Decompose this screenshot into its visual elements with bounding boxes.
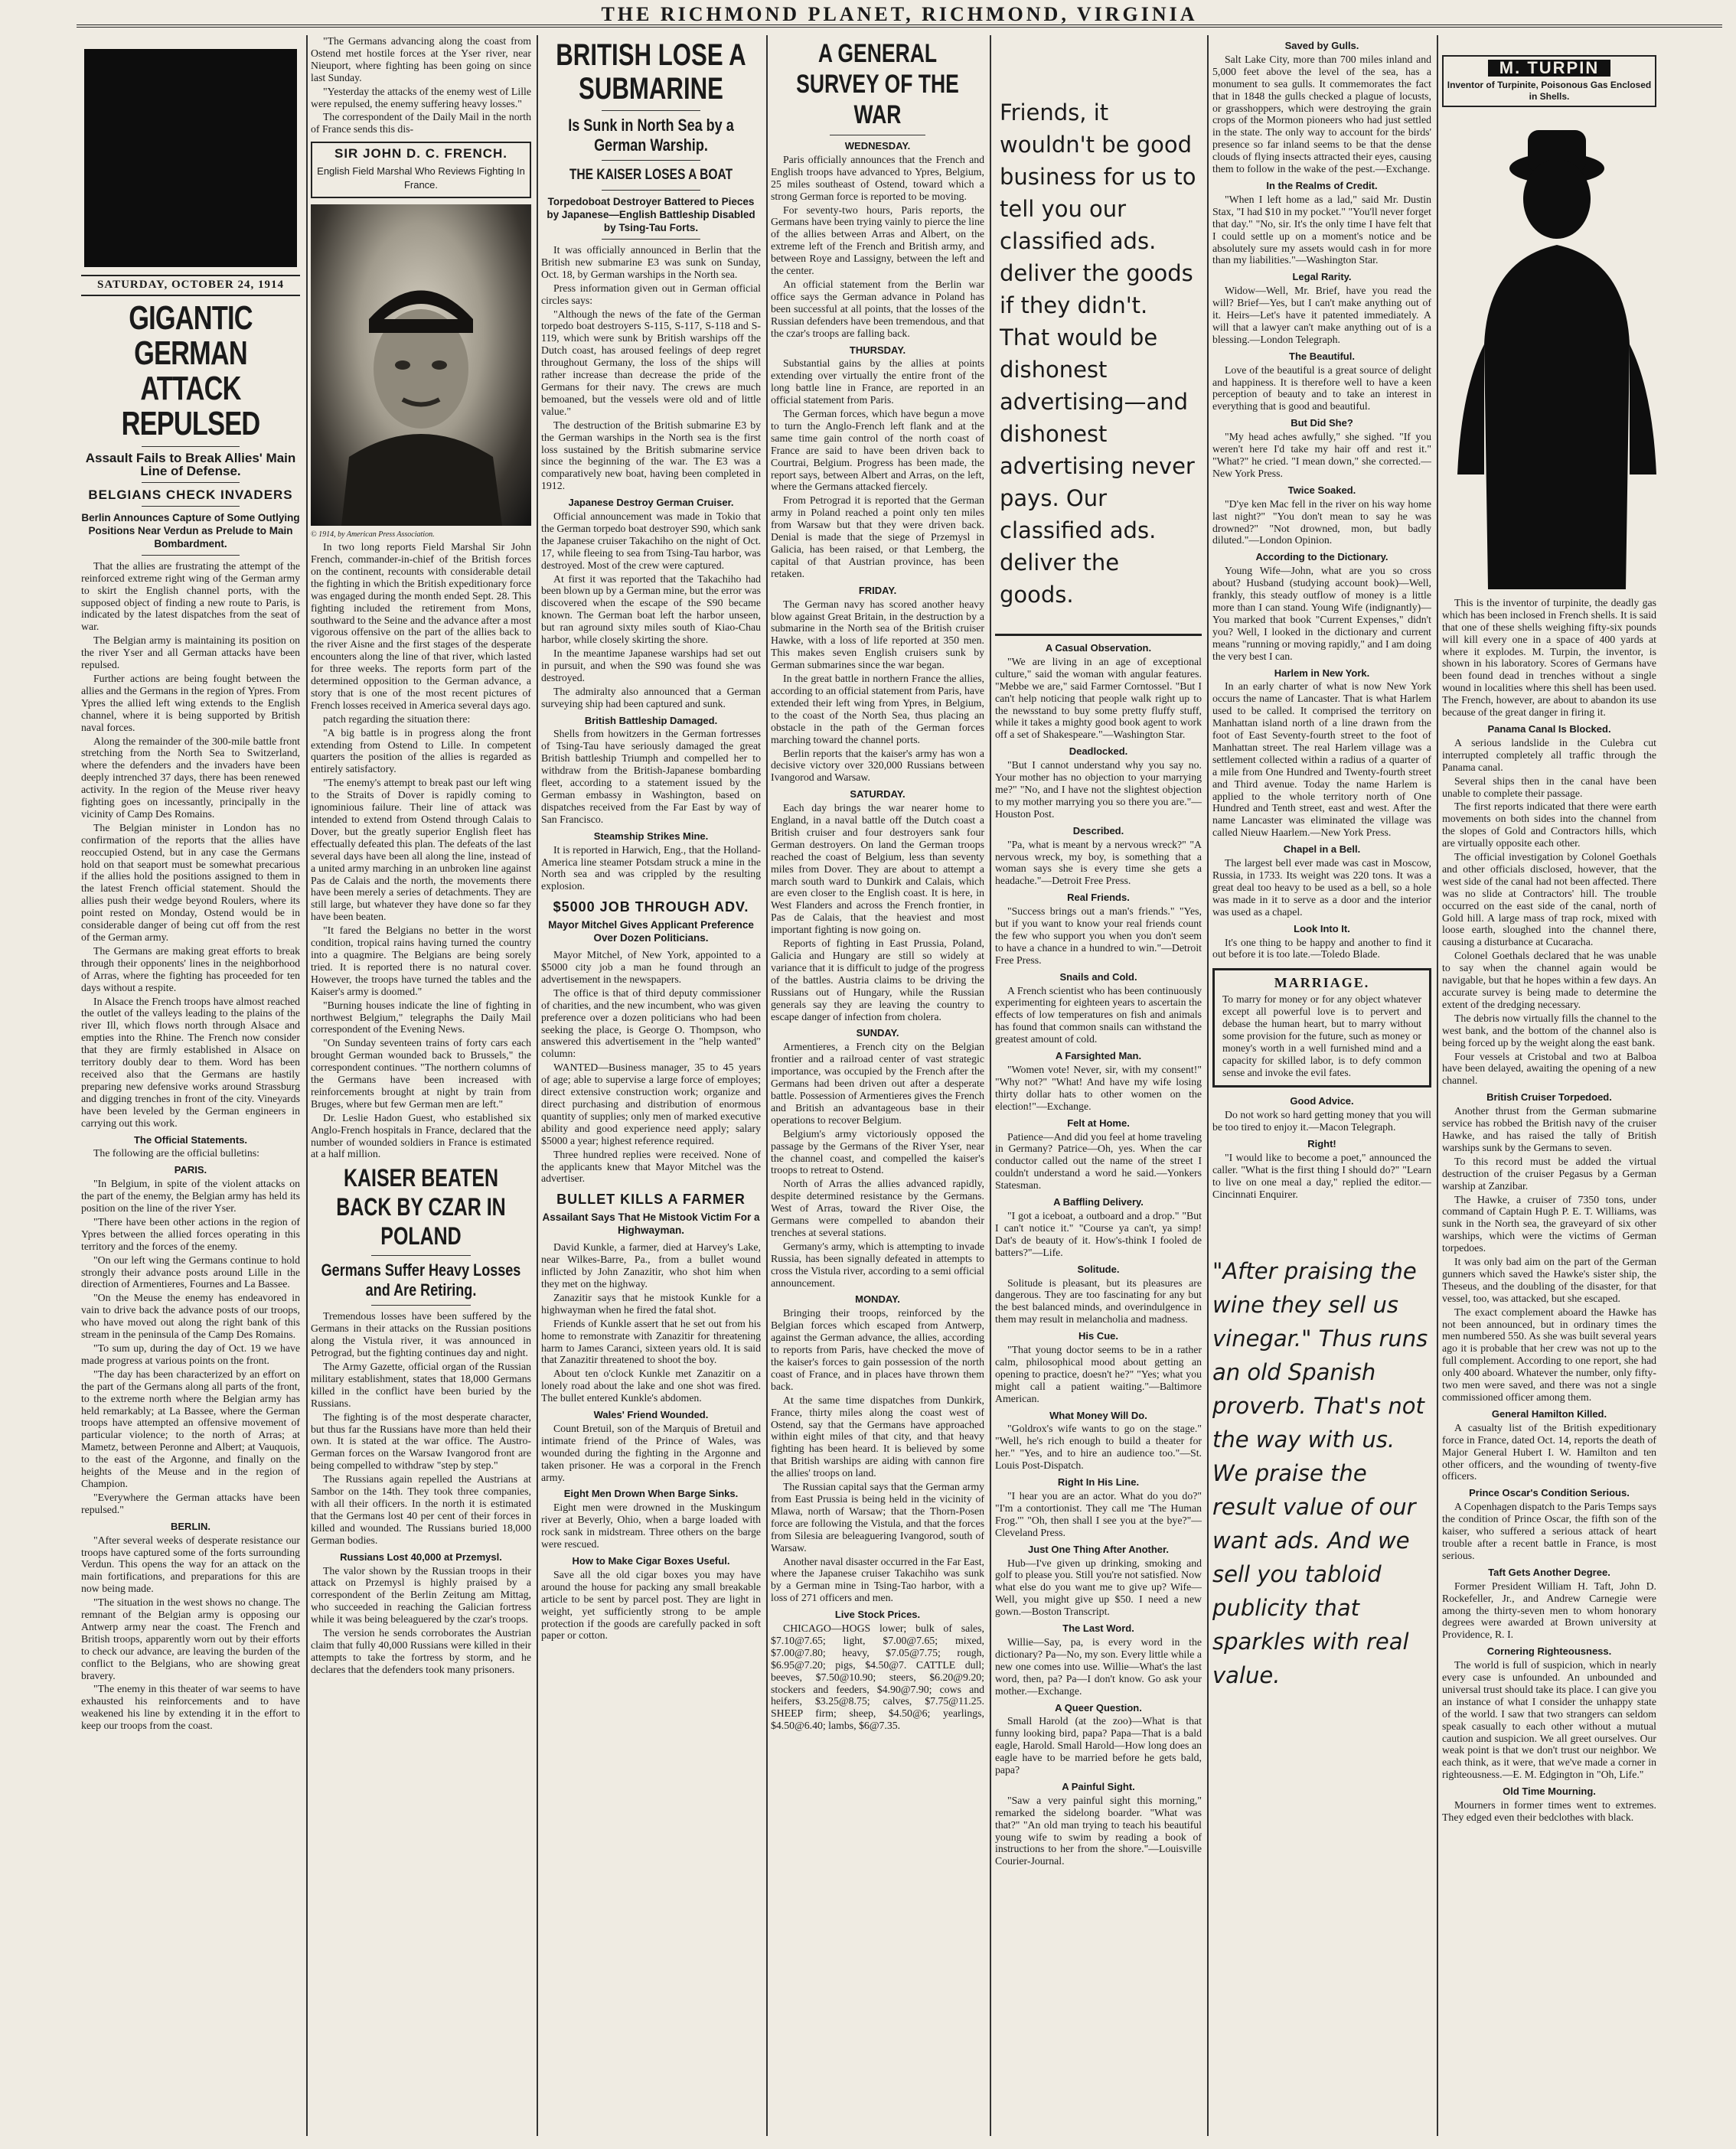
- joke-head: In the Realms of Credit.: [1266, 179, 1378, 191]
- joke-head: Harlem in New York.: [1274, 667, 1370, 679]
- article-body: [541, 844, 761, 893]
- paragraph: From Petrograd it is reported that the German army in Poland reached a point only ten miles from Warsaw but that they were driven back. Denial is made that the siege of Przemysl in Galicia, has been raised, or that Lemberg, the capital of that Austrian province, has been retaken.: [771, 494, 984, 579]
- paragraph: Substantial gains by the allies at points extending over virtually the entire front of the long battle line in France, are reported in an official statement from Paris.: [771, 357, 984, 406]
- section-head: General Hamilton Killed.: [1491, 1407, 1607, 1420]
- subheadline: Is Sunk in North Sea by a German Warship.: [568, 116, 734, 155]
- masthead: THE RICHMOND PLANET, RICHMOND, VIRGINIA: [77, 5, 1722, 28]
- joke-text: Young Wife—John, what are you so cross about? Husband (studying account book)—Well, frankly, this steady outflow of money is a little more than I can stand. Young Wife (indignantly)—You marked that book "Current Expenses," didn't you? Well, I looked in the dictionary and current means "running or moving rapidly," and I am doing the very best I can.: [1212, 565, 1431, 662]
- paragraph: The Germans are making great efforts to break through their opponents' lines in the neighborhood of Arras, where the fighting has proceeded for ten days without a respite.: [81, 944, 300, 993]
- paragraph: "Everywhere the German attacks have been repulsed.": [81, 1491, 300, 1515]
- article-body: [81, 560, 300, 1130]
- paragraph: "The enemy's attempt to break past our left wing to the Straits of Dover is rapidly coming to ignominious failure. Their line of attack was intended to extend from Ostend through Calais to Dover, but the greatly superior English fleet has effectually defeated this plan. The defeats of the last several days have been all along the line, instead of a united army marching in an unbroken line against Pas de Calais and the north, the movements there have been merely a series of detachments. They are still large, but whatever they have done so far they have been beaten.: [311, 777, 531, 923]
- joke-head: Solitude.: [1077, 1263, 1120, 1275]
- section-head: Right!: [1307, 1138, 1336, 1150]
- section-head: WEDNESDAY.: [844, 140, 911, 152]
- article-body: [541, 1423, 761, 1484]
- section-head: Panama Canal Is Blocked.: [1487, 722, 1611, 735]
- joke-text: "Goldrox's wife wants to go on the stage." "Well, he's rich enough to build a theater for her." "Yes, and to hire an audience too."—St. Louis Post-Dispatch.: [995, 1423, 1202, 1472]
- paragraph: Belgium's army victoriously opposed the passage by the Germans of the River Yser, near the channel coast, and compelled the kaiser's troops to retreat to Ostend.: [771, 1127, 984, 1176]
- turpin-name: M. TURPIN: [1488, 60, 1611, 77]
- paragraph: The official investigation by Colonel Goethals and other officials disclosed, however, that the west side of the canal had not been affected. There was no slide at Contractors' hill. The trouble occurred on the east side of the canal, north of Gold hill. A large mass of trap rock, mixed with loose earth, sloughed into the channel there, causing a disturbance at Cucaracha.: [1442, 851, 1656, 948]
- paragraph: At the same time dispatches from Dunkirk, France, thirty miles along the coast west of Ostend, say that the Germans have approached within eight miles of that city, and that heavy fighting has been heard. It is believed by some that British warships are aiding with cannon fire the allies' troops on land.: [771, 1394, 984, 1479]
- paragraph: The admiralty also announced that a German surveying ship had been captured and sunk.: [541, 685, 761, 709]
- article-body: [541, 1502, 761, 1551]
- paragraph: In two long reports Field Marshal Sir John French, commander-in-chief of the British forces on the continent, recounts with considerable detail the fighting in which the British expeditionary force was engaged during the month ended Sept. 28. This fighting included the retirement from Mons, southward to the Seine and the advance after a most vigorous offensive on the part of the allies back to the river Aisne and the first stages of the desperate encounters along the line of that river, which lasted for three weeks. The reports form part of the determined opposition to the German advance, a story that is one of the most recent pictures of French losses received in America several days ago.: [311, 541, 531, 711]
- paragraph: Germany's army, which is attempting to invade Russia, has been signally defeated in attempts to cross the Vistula river, according to a semi official announcement.: [771, 1240, 984, 1289]
- paragraph: In Alsace the French troops have almost reached the outlet of the valleys leading to the plains of the river Ill, which flows north through Alsace and empties into the Rhine. The French now consider that they are firmly established in Alsace on territory doubly dear to them. Word has been received also that the Germans are hastily preparing new defensive works around Strassburg and digging trenches in front of the city. Vineyards have been leveled by the German engineers in carrying out this work.: [81, 995, 300, 1129]
- turpin-subtitle: Inventor of Turpinite, Poisonous Gas Enclosed in Shells.: [1447, 79, 1652, 102]
- paragraph: The exact complement aboard the Hawke has not been announced, but in ordinary times the men numbered 550. As she was built several years ago it is probable that her crew was not up to the full complement. According to one report, she had only 400 aboard. Whatever the number, only fifty-two men were saved, and there was not a single commissioned officer among them.: [1442, 1306, 1656, 1403]
- paragraph: It is reported in Harwich, Eng., that the Holland-America line steamer Potsdam struck a mine in the North sea and was crippled by the resulting explosion.: [541, 843, 761, 892]
- joke-text: "That young doctor seems to be in a rather calm, philosophical mood about getting an opening to practice, doesn't he?" "Yes; what you might call a patient waiting."—Baltimore American.: [995, 1344, 1202, 1404]
- paragraph: Salt Lake City, more than 700 miles inland and 5,000 feet above the level of the sea, has a monument to sea gulls. It commemorates the fact that in 1848 the gulls checked a plague of locusts, or grasshoppers, which were destroying the grain crops of the Mormon pioneers who had just settled in the state. The only way to account for the birds' presence so far inland seems to be that the dense clouds of flying insects attracted their eyes, causing them to follow in the wake of the pest.—Exchange.: [1212, 53, 1431, 175]
- paragraph: "After several weeks of desperate resistance our troops have captured some of the forts surrounding Verdun. This opens the way for an attack on the main fortifications, and preparations for this are now being made.: [81, 1534, 300, 1595]
- paragraph: "On the Meuse the enemy has endeavored in vain to drive back the advance posts of our troops, who have moved out along the right bank of this stream in the peninsula of the Camp Des Romains.: [81, 1292, 300, 1341]
- paragraph: Another naval disaster occurred in the Far East, where the Japanese cruiser Takachiho was sunk by a German mine in Tsing-Tao harbor, with a loss of 271 officers and men.: [771, 1555, 984, 1604]
- officer-portrait-icon: [311, 204, 531, 526]
- section-head: Steamship Strikes Mine.: [593, 830, 709, 842]
- section-head: MONDAY.: [855, 1293, 900, 1306]
- turpin-photo: [1442, 115, 1656, 589]
- joke-text: A French scientist who has been continuously experimenting for eighteen years to ascertain the effects of low temperatures on fish and animals has found that common snails can withstand the greatest amount of cold.: [995, 984, 1202, 1045]
- column-rule: [766, 35, 768, 2136]
- paragraph: Further actions are being fought between the allies and the Germans in the region of Ypres. From Ypres the allied left wing extends to the English channel, where it is being supported by British naval forces.: [81, 672, 300, 733]
- section-head: The Official Statements.: [133, 1133, 248, 1146]
- marriage-box: [1212, 968, 1431, 1088]
- joke-head: Legal Rarity.: [1292, 271, 1352, 283]
- paragraph: Mayor Mitchel, of New York, appointed to a $5000 city job a man he found through an advertisement in the newspapers.: [541, 949, 761, 985]
- article-body: [541, 1569, 761, 1642]
- paragraph: "Yesterday the attacks of the enemy west of Lille were repulsed, the enemy suffering heavy losses.": [311, 85, 531, 109]
- joke-head: According to the Dictionary.: [1255, 551, 1388, 563]
- paragraph: "There have been other actions in the region of Ypres between the allied forces operating in this territory and the forces of the enemy.: [81, 1215, 300, 1252]
- paragraph: The destruction of the British submarine E3 by the German warships in the North sea is the first loss sustained by the British submarine service since the beginning of the war. The E3 was a comparatively new boat, having been completed in 1912.: [541, 419, 761, 492]
- joke-head: Right In His Line.: [1057, 1476, 1140, 1489]
- section-head: SATURDAY.: [850, 788, 906, 801]
- paragraph: "I would like to become a poet," announced the caller. "What is the first thing I should do?" "Learn to live on one meal a day," replied the editor.—Cincinnati Enquirer.: [1212, 1151, 1431, 1200]
- article-body: [771, 802, 984, 1022]
- headline-kaiser-beaten: KAISER BEATEN BACK BY CZAR IN POLAND: [336, 1164, 506, 1251]
- paragraph: North of Arras the allies advanced rapidly, despite determined resistance by the Germans. West of Arras, toward the River Oise, the Germans were compelled to abandon their trenches at several stations.: [771, 1178, 984, 1238]
- dateline: SATURDAY, OCTOBER 24, 1914: [81, 275, 300, 296]
- column-1: [81, 35, 300, 2136]
- headline-war-survey: A GENERAL SURVEY OF THE WAR: [796, 39, 959, 129]
- column-7: [1442, 35, 1656, 2136]
- joke-head: Twice Soaked.: [1287, 484, 1356, 496]
- subheadline: Assailant Says That He Mistook Victim For a Highwayman.: [542, 1211, 760, 1237]
- article-body: [311, 541, 531, 712]
- joke-text: The largest bell ever made was cast in Moscow, Russia, in 1733. Its weight was 220 tons. It was a great deal too heavy to be used as a bell, so a hole was made in it to serve as a door and the interior was used as a chapel.: [1212, 857, 1431, 918]
- paragraph: The Army Gazette, official organ of the Russian military establishment, states that 18,000 Germans killed in the conflict have been buried by the Russians.: [311, 1361, 531, 1409]
- paragraph: Each day brings the war nearer home to England, in a naval battle off the Dutch coast a British cruiser and four destroyers sank four German destroyers. On land the German troops reached the coast of Belgium, less than seventy miles from Dover. They are about to attempt a march south ward to Dunkirk and Calais, which are even closer to the English coast. It is here, in West Flanders and across the French frontier, in Pas de Calais, that the heaviest and most important fighting is now going on.: [771, 802, 984, 936]
- paragraph: Do not work so hard getting money that you will be too tired to enjoy it.—Macon Telegraph.: [1212, 1109, 1431, 1133]
- joke-text: "When I left home as a lad," said Mr. Dustin Stax, "I had $10 in my pocket." "You'll never forget that day." "No, sir. It's the only time I have felt that I could settle up on a moment's notice and be absolutely sure my assets would cash in for more than my liabilities."—Washington Star.: [1212, 193, 1431, 266]
- column-rule: [306, 35, 308, 2136]
- joke-text: "Women vote! Never, sir, with my consent!" "Why not?" "What! And have my wife losing thirty dollar hats to other women on the election!"—Exchange.: [995, 1064, 1202, 1112]
- jokes-list: [1212, 180, 1431, 960]
- subheadline: Torpedoboat Destroyer Battered to Pieces by Japanese—English Battleship Disabled by Tsing-Tau Forts.: [547, 196, 755, 233]
- turpin-box: [1442, 55, 1656, 107]
- article-body: [541, 949, 761, 1185]
- joke-head: Real Friends.: [1067, 892, 1130, 904]
- paragraph: "To sum up, during the day of Oct. 19 we have made progress at various points on the front.: [81, 1342, 300, 1366]
- paragraph: That the allies are frustrating the attempt of the reinforced extreme right wing of the German army to skirt the English channel ports, with the supposed object of finding a new route to Paris, is indicated by the latest dispatches from the seat of war.: [81, 559, 300, 633]
- subheadline: Assault Fails to Break Allies' Main Line of Defense.: [85, 450, 296, 478]
- joke-text: Love of the beautiful is a great source of delight and happiness. It is therefore well to have a keen perception of beauty and to take an interest in everything that is good and beautiful.: [1212, 364, 1431, 413]
- portrait-caption-box: [311, 142, 531, 198]
- joke-head: Chapel in a Bell.: [1283, 843, 1361, 856]
- subheadline: Berlin Announces Capture of Some Outlying Positions Near Verdun as Prelude to Main Bombardment.: [81, 511, 300, 549]
- section-head: Cornering Righteousness.: [1486, 1645, 1612, 1658]
- headline-british-submarine: BRITISH LOSE A SUBMARINE: [556, 38, 746, 106]
- paragraph: In the great battle in northern France the allies, according to an official statement from Paris, have extended their left wing from Ypres, in Belgium, to the coast of the North Sea, thus placing an obstacle in the path of the German forces marching toward the channel ports.: [771, 673, 984, 745]
- section-head: Saved by Gulls.: [1284, 40, 1359, 51]
- column-6: [1212, 35, 1431, 2136]
- paragraph: patch regarding the situation there:: [323, 713, 471, 725]
- joke-head: A Farsighted Man.: [1055, 1050, 1142, 1062]
- paragraph: WANTED—Business manager, 35 to 45 years of age; able to supervise a large force of employes; direct extensive construction work; organize and direct purchasing and distribution of enormous quantity of supplies; only men of marked executive ability and good experience need apply; salary $5000 a year; highest reference required.: [541, 1061, 761, 1146]
- section-head: Prince Oscar's Condition Serious.: [1469, 1487, 1630, 1499]
- paragraph: Eight men were drowned in the Muskingum river at Beverly, Ohio, when a barge loaded with rock sank in midstream. Three others on the barge were rescued.: [541, 1502, 761, 1551]
- section-head: Old Time Mourning.: [1503, 1785, 1596, 1798]
- paragraph: "The day has been characterized by an effort on the part of the Germans along all parts of the front, to the extreme north where the Belgian army has held remarkably; at La Bassee, where the German troops have attempted an offensive movement of particular violence; to the north of Arras; at Mametz, between Peronne and Albert; at Vauquois, to the east of the Argonne, and finally on the heights of the Meuse and in the region of Champion.: [81, 1368, 300, 1489]
- paragraph: Former President William H. Taft, John D. Rockefeller, Jr., and Andrew Carnegie were among the thirty-seven men to whom honorary degrees were awarded at Brown university at Providence, R. I.: [1442, 1580, 1656, 1641]
- column-5: [995, 35, 1202, 2136]
- paragraph: "On our left wing the Germans continue to hold strongly their advance posts around Lille in the direction of Armentieres, Fournes and La Bassee.: [81, 1254, 300, 1290]
- paragraph: Press information given out in German official circles says:: [541, 282, 761, 306]
- paragraph: An official statement from the Berlin war office says the German advance in Poland has been successful at all points, that the losses of the Russian defenders have been tremendous, and that the czar's troops are falling back.: [771, 278, 984, 339]
- section-head: SUNDAY.: [856, 1027, 899, 1039]
- paragraph: The world is full of suspicion, which in nearly every case is unfounded. An unbounded and universal trust should take its place. I can give you an instance of what I consider the unhappy state of the world. I saw that two strangers can seldom speak casually to each other without a mutual caution and suspicion. We all greet ourselves. Our weak point is that we don't trust our neighbor. We each think, as it were, that we've made a corner in righteousness.—E. M. Edgington in "Oh, Life.": [1442, 1659, 1656, 1781]
- headline-farmer: BULLET KILLS A FARMER: [556, 1192, 746, 1208]
- section-head: British Cruiser Torpedoed.: [1486, 1091, 1612, 1104]
- paragraph: It was officially announced in Berlin that the British new submarine E3 was sunk on Sunday, Oct. 18, by German warships in the North sea.: [541, 244, 761, 280]
- paragraph: David Kunkle, a farmer, died at Harvey's Lake, near Wilkes-Barre, Pa., from a bullet wound inflicted by John Zanazitir, who shot him when they met on the highway.: [541, 1241, 761, 1290]
- paragraph: Colonel Goethals declared that he was unable to say when the channel again would be navigable, but that he hopes within a few days. An accurate survey is being made to determine the extent of the dredging necessary.: [1442, 950, 1656, 1010]
- paragraph: "The Germans advancing along the coast from Ostend met hostile forces at the Yser river, near Nieuport, where fighting has been going on since last Sunday.: [311, 35, 531, 83]
- section-head: BERLIN.: [171, 1520, 210, 1532]
- paragraph: "The situation in the west shows no change. The remnant of the Belgian army is opposing our Antwerp army near the coast. The French and British troops, apparently worn out by their efforts to check our advance, are leaving the burden of the conflict to the Belgians, who are showing great bravery.: [81, 1596, 300, 1681]
- subheadline: THE KAISER LOSES A BOAT: [569, 167, 733, 183]
- article-body: [541, 1241, 761, 1404]
- joke-text: It's one thing to be happy and another to find it out before it is too late.—Toledo Blade.: [1212, 936, 1431, 960]
- classified-ad-bottom: "After praising the wine they sell us vinegar." Thus runs an old Spanish proverb. That's not the way with us. We praise the result value of our want ads. And we sell you tabloid publicity that sparkles with real value.: [1212, 1257, 1428, 1688]
- column-rule: [1207, 35, 1209, 2136]
- joke-head: The Beautiful.: [1289, 350, 1355, 362]
- paragraph: Official announcement was made in Tokio that the German torpedo boat destroyer S90, which sank the Japanese cruiser Takachiho on the night of Oct. 17, while fleeing to sea from Tsing-Tau harbor, was destroyed. Most of the crew were captured.: [541, 510, 761, 571]
- paragraph: The correspondent of the Daily Mail in the north of France sends this dis-: [311, 111, 531, 135]
- section-head: Good Advice.: [1290, 1095, 1354, 1107]
- section-head: Wales' Friend Wounded.: [593, 1409, 709, 1421]
- paragraph: In the meantime Japanese warships had set out in pursuit, and when the S90 was found she was destroyed.: [541, 647, 761, 683]
- joke-text: Widow—Well, Mr. Brief, have you read the will? Brief—Yes, but I can't make anything out of it. Heirs—Let's have it patented immediately. A will that a lawyer can't make anything out of is a blessing.—London Telegraph.: [1212, 285, 1431, 345]
- joke-head: A Painful Sight.: [1062, 1780, 1135, 1792]
- joke-head: Look Into It.: [1294, 922, 1350, 934]
- article-body: [311, 35, 531, 135]
- portrait-title: SIR JOHN D. C. FRENCH.: [334, 146, 508, 161]
- paragraph: The version he sends corroborates the Austrian claim that fully 40,000 Russians were killed in their attempts to take the fortress by storm, and he declares that the defenders took many prisoners.: [311, 1627, 531, 1675]
- article-body: [771, 1041, 984, 1289]
- joke-text: In an early charter of what is now New York occurs the name of Lancaster. That is what Harlem used to be called. It comprised the territory on Manhattan island north of a line drawn from the foot of East Seventy-fourth street to the foot of Manhattan street. The real Harlem village was a settlement collected within a radius of a quarter of a mile from One Hundred and Twenty-fourth street and Third avenue. Today the name Harlem is applied to the whole territory north of One Hundred and Tenth street, east and west. After the name Lancaster was eliminated the village was called Nieuw Haarlem.—New York Press.: [1212, 680, 1431, 839]
- column-rule: [537, 35, 538, 2136]
- joke-text: "Pa, what is meant by a nervous wreck?" "A nervous wreck, my boy, is something that a woman says she is every time she gets a headache."—Detroit Free Press.: [995, 838, 1202, 887]
- article-body: [541, 728, 761, 825]
- photo-credit: © 1914, by American Press Association.: [311, 530, 435, 540]
- turpin-caption: This is the inventor of turpinite, the deadly gas which has been inclosed in French shells. It is said that one of these shells weighing fifty-six pounds will kill every one in a space of 400 yards at where it explodes. M. Turpin, the inventor, is shown in his laboratory. Scores of Germans have been found dead in trenches without a single wound in localities where this shell has been used. The French, however, are about to abandon its use because of the great danger in firing it.: [1442, 596, 1656, 719]
- paragraph: "Burning houses indicate the line of fighting in northwest Belgium," telegraphs the Daily Mail correspondent of the Evening News.: [311, 999, 531, 1035]
- section-head: Taft Gets Another Degree.: [1488, 1566, 1610, 1578]
- paragraph: The German forces, which have begun a move to turn the Anglo-French left flank and at the same time gain control of the north coast of France are said to have been driven back to Courtrai, Belgium. Progress has been made, the report says, between Albert and Arras, on the left, where the Germans attacked fiercely.: [771, 408, 984, 493]
- paragraph: The first reports indicated that there were earth movements on both sides into the channel from the slopes of Gold and Contractors hills, which are virtually opposite each other.: [1442, 801, 1656, 849]
- paragraph: Another thrust from the German submarine service has robbed the British navy of the cruiser Hawke, and has raised the tally of British warships sunk by the Germans to seven.: [1442, 1105, 1656, 1153]
- article-body: [771, 598, 984, 784]
- stock-prices: CHICAGO—HOGS lower; bulk of sales, $7.10@7.65; light, $7.00@7.65; mixed, $7.00@7.80; heavy, $7.05@7.75; rough, $6.95@7.20; pigs, $4.50@7. CATTLE dull; beeves, $7.50@10.90; steers, $6.20@9.20; stockers and feeders, $4.90@7.90; cows and heifers, $3.25@8.75; calves, $7.75@11.25. SHEEP firm; sheep, $4.50@6; yearlings, $4.50@6.40; lambs, $6@7.35.: [771, 1622, 984, 1732]
- joke-text: Patience—And did you feel at home traveling in Germany? Patrice—Oh, yes. When the car conductor called out the name of the street I couldn't understand a word he said.—Yonkers Statesman.: [995, 1130, 1202, 1192]
- paragraph: Dr. Leslie Hadon Guest, who established six Anglo-French hospitals in France, declared that the number of wounded soldiers in France is estimated at a half million.: [311, 1111, 531, 1160]
- section-head: Eight Men Drown When Barge Sinks.: [563, 1488, 739, 1500]
- paragraph: Berlin reports that the kaiser's army has won a decisive victory over 320,000 Russians between Ivangorod and Warsaw.: [771, 747, 984, 784]
- paragraph: Paris officially announces that the French and English troops have advanced to Ypres, Belgium, 25 miles southeast of Ostend, toward which a strong German force is reported to be moving.: [771, 153, 984, 202]
- article-body: [541, 510, 761, 710]
- classified-ad-top: Friends, it wouldn't be good business for us to tell you our classified ads. deliver the goods if they didn't. That would be dishonest advertising—and dishonest advertising never pays. Our classified ads. deliver the goods.: [1000, 99, 1196, 608]
- joke-head: Snails and Cold.: [1059, 970, 1137, 983]
- joke-head: A Baffling Delivery.: [1053, 1196, 1144, 1208]
- article-body: [311, 1565, 531, 1676]
- joke-head: A Queer Question.: [1055, 1701, 1142, 1714]
- joke-head: The Last Word.: [1062, 1622, 1134, 1635]
- section-head: Live Stock Prices.: [834, 1609, 921, 1621]
- paragraph: The Hawke, a cruiser of 7350 tons, under command of Captain Hugh P. E. T. Williams, was sunk in the North sea, the graveyard of six other warships, which were the victims of German torpedoes.: [1442, 1193, 1656, 1254]
- paragraph: "The enemy in this theater of war seems to have exhausted his reinforcements and to have weakened his line by extending it in the effort to keep our troops from the coast.: [81, 1683, 300, 1732]
- paragraph: The valor shown by the Russian troops in their attack on Przemysl is highly praised by a correspondent of the Berlin Zeitung am Mittag, who succeeded in reaching the Galician fortress while it was being beleaguered by the czar's troops.: [311, 1564, 531, 1626]
- subheadline: BELGIANS CHECK INVADERS: [88, 487, 293, 502]
- man-silhouette-icon: [1442, 115, 1656, 589]
- paragraph: A serious landslide in the Culebra cut interrupted completely all traffic through the Panama canal.: [1442, 736, 1656, 773]
- paragraph: The office is that of third deputy commissioner of charities, and the new incumbent, who was given preference over a dozen politicians who had been seeking the place, is George O. Thompson, who answered this advertisement in the "help wanted" column:: [541, 986, 761, 1060]
- paragraph: "It fared the Belgians no better in the worst condition, tropical rains having turned the country into a quagmire. The Belgians are being sorely tried. It is reported there is no natural cover. However, the troops have turned the tables and the Kaiser's army is doomed.": [311, 924, 531, 997]
- headline-job: $5000 JOB THROUGH ADV.: [553, 899, 749, 915]
- jokes-list: [995, 642, 1202, 1867]
- paragraph: About ten o'clock Kunkle met Zanazitir on a lonely road about the lake and one shot was fired. The bullet entered Kunkle's abdomen.: [541, 1368, 761, 1404]
- joke-head: Deadlocked.: [1069, 745, 1128, 758]
- paragraph: Several ships then in the canal have been unable to complete their passage.: [1442, 774, 1656, 799]
- portrait-photo: [311, 204, 531, 526]
- paragraph: Four vessels at Cristobal and two at Balboa have been delayed, awaiting the opening of a new channel.: [1442, 1050, 1656, 1087]
- article-body: [311, 713, 531, 1161]
- joke-text: "We are living in an age of exceptional culture," said the woman with angular features. "Mebbe we are," said Farmer Corntossel. "But I can't help noticing that people walk right up to the newsstand to buy some pretty fluffy stuff, while it takes a mighty good book agent to work off a set of Shakespeare."—Washington Star.: [995, 655, 1202, 741]
- joke-text: "My head aches awfully," she sighed. "If you weren't here I'd take my hair off and rest it." "What?" he cried. "I mean down," she corrected.—New York Press.: [1212, 431, 1431, 479]
- paragraph: Reports of fighting in East Prussia, Poland, Galicia and Hungary are still so widely at variance that it is difficult to judge of the progress of the battles. Austria claims to be driving the Russians out of Hungary, while the Russian generals say they are leaving the country to escape danger of infection from cholera.: [771, 938, 984, 1022]
- joke-text: Small Harold (at the zoo)—What is that funny looking bird, papa? Papa—That is a bald eagle, Harold. Small Harold—How long does an eagle have to be married before he gets bald, papa?: [995, 1715, 1202, 1776]
- joke-text: "D'ye ken Mac fell in the river on his way home last night?" "You don't mean to say he was drowned?" "Not drowned, mon, but badly diluted."—London Opinion.: [1212, 497, 1431, 546]
- marriage-text: To marry for money or for any object whatever except all powerful love is to pervert and debase the human heart, but to marry without some provision for the future, such as money or money's worth in a well furnished mind and a capacity for skilled labor, is to defy common sense and invoke the evil fates.: [1222, 993, 1421, 1079]
- article-body: [771, 154, 984, 340]
- article-body: [1442, 1105, 1656, 1404]
- paragraph: "Although the news of the fate of the German torpedo boat destroyers S-115, S-117, S-118 and S-119, which were sunk by British warships off the Dutch coast, has aroused feelings of deep regret throughout Germany, the loss of the ships will rather increase than decrease the pride of the Germans for their navy. The crews are much bemoaned, but the vessels were old and of little value.": [541, 308, 761, 417]
- paragraph: Bringing their troops, reinforced by the Belgian forces which escaped from Antwerp, against the German advance, the allies, according to reports from Paris, have checked the move of the kaiser's forces to gain possession of the north coast of France, and in places have thrown them back.: [771, 1307, 984, 1392]
- joke-head: A Casual Observation.: [1045, 642, 1152, 654]
- joke-text: "But I cannot understand why you say no. Your mother has no objection to your marrying me?" "No, and I have not the slightest objection to my mother marrying you so there you are."—Houston Post.: [995, 759, 1202, 820]
- subheadline: Mayor Mitchel Gives Applicant Preference Over Dozen Politicians.: [548, 919, 754, 944]
- paragraph: Count Bretuil, son of the Marquis of Bretuil and intimate friend of the Prince of Wales, was wounded during the fighting in the Argonne and taken prisoner. He was a corporal in the French army.: [541, 1422, 761, 1483]
- article-body: [81, 1534, 300, 1733]
- paragraph: Three hundred replies were received. None of the applicants knew that Mayor Mitchel was the advertiser.: [541, 1148, 761, 1185]
- subheadline: Germans Suffer Heavy Losses and Are Retiring.: [321, 1260, 521, 1300]
- joke-head: But Did She?: [1291, 417, 1353, 429]
- section-head: Russians Lost 40,000 at Przemysl.: [340, 1551, 502, 1563]
- paragraph: It was only bad aim on the part of the German gunners which saved the Hawke's sister ship, the Theseus, and the doubling of the disaster, for that vessel, too, was attacked, but she escaped.: [1442, 1256, 1656, 1304]
- black-ink-block: [84, 49, 297, 267]
- paragraph: To this record must be added the virtual destruction of the cruiser Pegasus by a German warship at Zanzibar.: [1442, 1155, 1656, 1192]
- joke-head: Just One Thing After Another.: [1028, 1543, 1169, 1555]
- paragraph: Armentieres, a French city on the Belgian frontier and a railroad center of vast strategic importance, was occupied by the French after the Germans had been driven out after a desperate battle. Possession of Armentieres gives the French and British an advantageous base in their operations to recover Belgium.: [771, 1041, 984, 1126]
- paragraph: The Russian capital says that the German army from East Prussia is being held in the vicinity of Mlawa, north of Warsaw; that the Thorn-Posen force are following the Vistula, and that the forces from Silesia are beleaguering Ivangorod, south of Warsaw.: [771, 1481, 984, 1554]
- paragraph: The debris now virtually fills the channel to the west bank, and the bottom of the channel also is being forced up by the weight along the east bank.: [1442, 1012, 1656, 1048]
- joke-head: Felt at Home.: [1067, 1117, 1130, 1129]
- column-rule: [990, 35, 991, 2136]
- paragraph: Tremendous losses have been suffered by the Germans in their attacks on the Russian positions along the Vistula river, it was announced in Petrograd, but the fighting continues day and night.: [311, 1310, 531, 1359]
- paragraph: Along the remainder of the 300-mile battle front stretching from the North Sea to Switzerland, where the defenders and the invaders have been deeply intrenched 37 days, there has been renewed activity. In the region of the Meuse river heavy fighting goes on incessantly, principally in the vicinity of Camp Des Romains.: [81, 735, 300, 820]
- paragraph: The following are the official bulletins:: [93, 1147, 259, 1159]
- portrait-subtitle: English Field Marshal Who Reviews Fighting In France.: [317, 165, 525, 191]
- section-head: FRIDAY.: [858, 584, 897, 596]
- column-4: [771, 35, 984, 2136]
- joke-head: His Cue.: [1078, 1330, 1118, 1342]
- joke-text: "I got a iceboat, a outboard and a drop." "But I can't notice it." "Course ya can't, ya simp! Dat's de beauty of it. How's-think I fooled de batters?"—Life.: [995, 1209, 1202, 1258]
- article-body: [1442, 737, 1656, 1087]
- joke-text: "I hear you are an actor. What do you do?" "I'm a contortionist. They call me 'The Human Frog.'" "Oh, then shall I see you at the bye?"—Cleveland Press.: [995, 1490, 1202, 1538]
- paragraph: Zanazitir says that he mistook Kunkle for a highwayman when he fired the fatal shot.: [541, 1291, 761, 1316]
- section-head: PARIS.: [174, 1164, 207, 1176]
- paragraph: For seventy-two hours, Paris reports, the Germans have been trying vainly to pierce the line of the allies between Arras and Albert, on the extreme left of the French and British army, and between Roye and Lassigny, between the left and the center.: [771, 204, 984, 277]
- paragraph: The German navy has scored another heavy blow against Great Britain, in the destruction by a submarine in the North sea of the British cruiser Hawke, with a loss of life reported at 350 men. This makes seven English cruisers sunk by German submarines since the war began.: [771, 598, 984, 671]
- paragraph: At first it was reported that the Takachiho had been blown up by a German mine, but the error was discovered when the escape of the S90 became known. The German boat left the harbor unseen, but ran aground sixty miles south of Kiao-Chau harbor, while closely skirting the shore.: [541, 572, 761, 646]
- joke-head: What Money Will Do.: [1049, 1409, 1147, 1421]
- article-body: [541, 244, 761, 492]
- paragraph: Mourners in former times went to extremes. They edged even their bedclothes with black.: [1442, 1799, 1656, 1823]
- paragraph: A casualty list of the British expeditionary force in France, dated Oct. 14, reports the death of Major General Hubert I. W. Hamilton and ten other officers, and the wounding of twenty-five officers.: [1442, 1421, 1656, 1482]
- column-3: [541, 35, 761, 2136]
- joke-text: "Saw a very painful sight this morning," remarked the sidelong boarder. "What was that?" "An old man trying to teach his beautiful young wife to swim by reading a book of instructions to her from the shore."—Louisville Courier-Journal.: [995, 1794, 1202, 1867]
- joke-text: Willie—Say, pa, is every word in the dictionary? Pa—No, my son. Every little while a new one comes into use. Willie—What's the last word, then, pa? Pa—I don't know. Go ask your mother.—Exchange.: [995, 1635, 1202, 1697]
- paragraph: Friends of Kunkle assert that he set out from his home to remonstrate with Zanazitir for threatening harm to James Caranci, sixteen years old. It is said that Zanazitir threatened to shoot the boy.: [541, 1317, 761, 1366]
- joke-text: Hub—I've given up drinking, smoking and golf to please you. Still you're not satisfied. Now what else do you want me to give up? Wife—Well, you might give up $50. I need a new gown.—Boston Transcript.: [995, 1557, 1202, 1618]
- paragraph: The Russians again repelled the Austrians at Sambor on the 14th. They took three companies, with all their officers. In the north it is estimated that the Germans lost 40 per cent of their forces in killed and wounded. The Russians buried 18,000 German bodies.: [311, 1473, 531, 1546]
- paragraph: The Belgian army is maintaining its position on the river Yser and all German attacks have been repulsed.: [81, 634, 300, 671]
- article-body: [771, 1307, 984, 1604]
- section-head: Japanese Destroy German Cruiser.: [568, 497, 734, 509]
- section-head: How to Make Cigar Boxes Useful.: [572, 1555, 730, 1567]
- paragraph: "On Sunday seventeen trains of forty cars each brought German wounded back to Brussels," the correspondent continues. "The northern columns of the Germans have been increased with reinforcements brought at night by train from Bruges, where but few German men are left.": [311, 1037, 531, 1110]
- joke-text: "Success brings out a man's friends." "Yes, but if you want to know your real friends count the few who support you when you don't seem to have a chance in a hundred to win."—Detroit Free Press.: [995, 905, 1202, 966]
- paragraph: Save all the old cigar boxes you may have around the house for packing any small breakable article to be sent by parcel post. They are light in weight, yet sufficiently strong to be ample protection if the goods are carefully packed in soft paper or cotton.: [541, 1568, 761, 1642]
- headline-german-attack: GIGANTIC GERMAN ATTACK REPULSED: [121, 298, 260, 442]
- article-body: [771, 357, 984, 579]
- joke-head: Described.: [1072, 824, 1124, 836]
- article-body: [81, 1178, 300, 1515]
- article-body: [311, 1310, 531, 1546]
- section-head: THURSDAY.: [849, 344, 906, 356]
- column-2: [311, 35, 531, 2136]
- paragraph: "In Belgium, in spite of the violent attacks on the part of the enemy, the Belgian army has held its position on the line of the river Yser.: [81, 1178, 300, 1215]
- joke-text: Solitude is pleasant, but its pleasures are dangerous. They are too fascinating for any but the best balanced minds, and overindulgence in them may result in melancholia and madness.: [995, 1277, 1202, 1326]
- paragraph: The fighting is of the most desperate character, but thus far the Russians have more than held their own. It is stated at the war office. The Austro-German forces on the Warsaw Ivangorod front are being compelled to withdraw "step by step.": [311, 1410, 531, 1472]
- paragraph: The Belgian minister in London has no confirmation of the reports that the allies have reoccupied Ostend, but in any case the Germans hold on that seaport must be somewhat precarious if the allies hold the positions assigned to them in the latest French official statement. Should the allies push their wedge beyond Roulers, where its point rested on Monday, Ostend would be in considerable danger of being cut off from the rest of the German army.: [81, 821, 300, 943]
- section-head: British Battleship Damaged.: [584, 714, 718, 726]
- paragraph: Shells from howitzers in the German fortresses of Tsing-Tau have seriously damaged the great British battleship Triumph and compelled her to withdraw from the British-Japanese bombarding fleet, according to a statement issued by the German embassy in Washington, based on dispatches received from the Far East by way of San Francisco.: [541, 728, 761, 825]
- paragraph: A Copenhagen dispatch to the Paris Temps says the condition of Prince Oscar, the fifth son of the kaiser, who suffered a serious attack of heart trouble after a recent battle in France, is most serious.: [1442, 1501, 1656, 1561]
- paragraph: "A big battle is in progress along the front extending from Ostend to Lille. In competent quarters the position of the allies is regarded as entirely satisfactory.: [311, 726, 531, 775]
- marriage-title: MARRIAGE.: [1274, 975, 1370, 991]
- column-rule: [1437, 35, 1438, 2136]
